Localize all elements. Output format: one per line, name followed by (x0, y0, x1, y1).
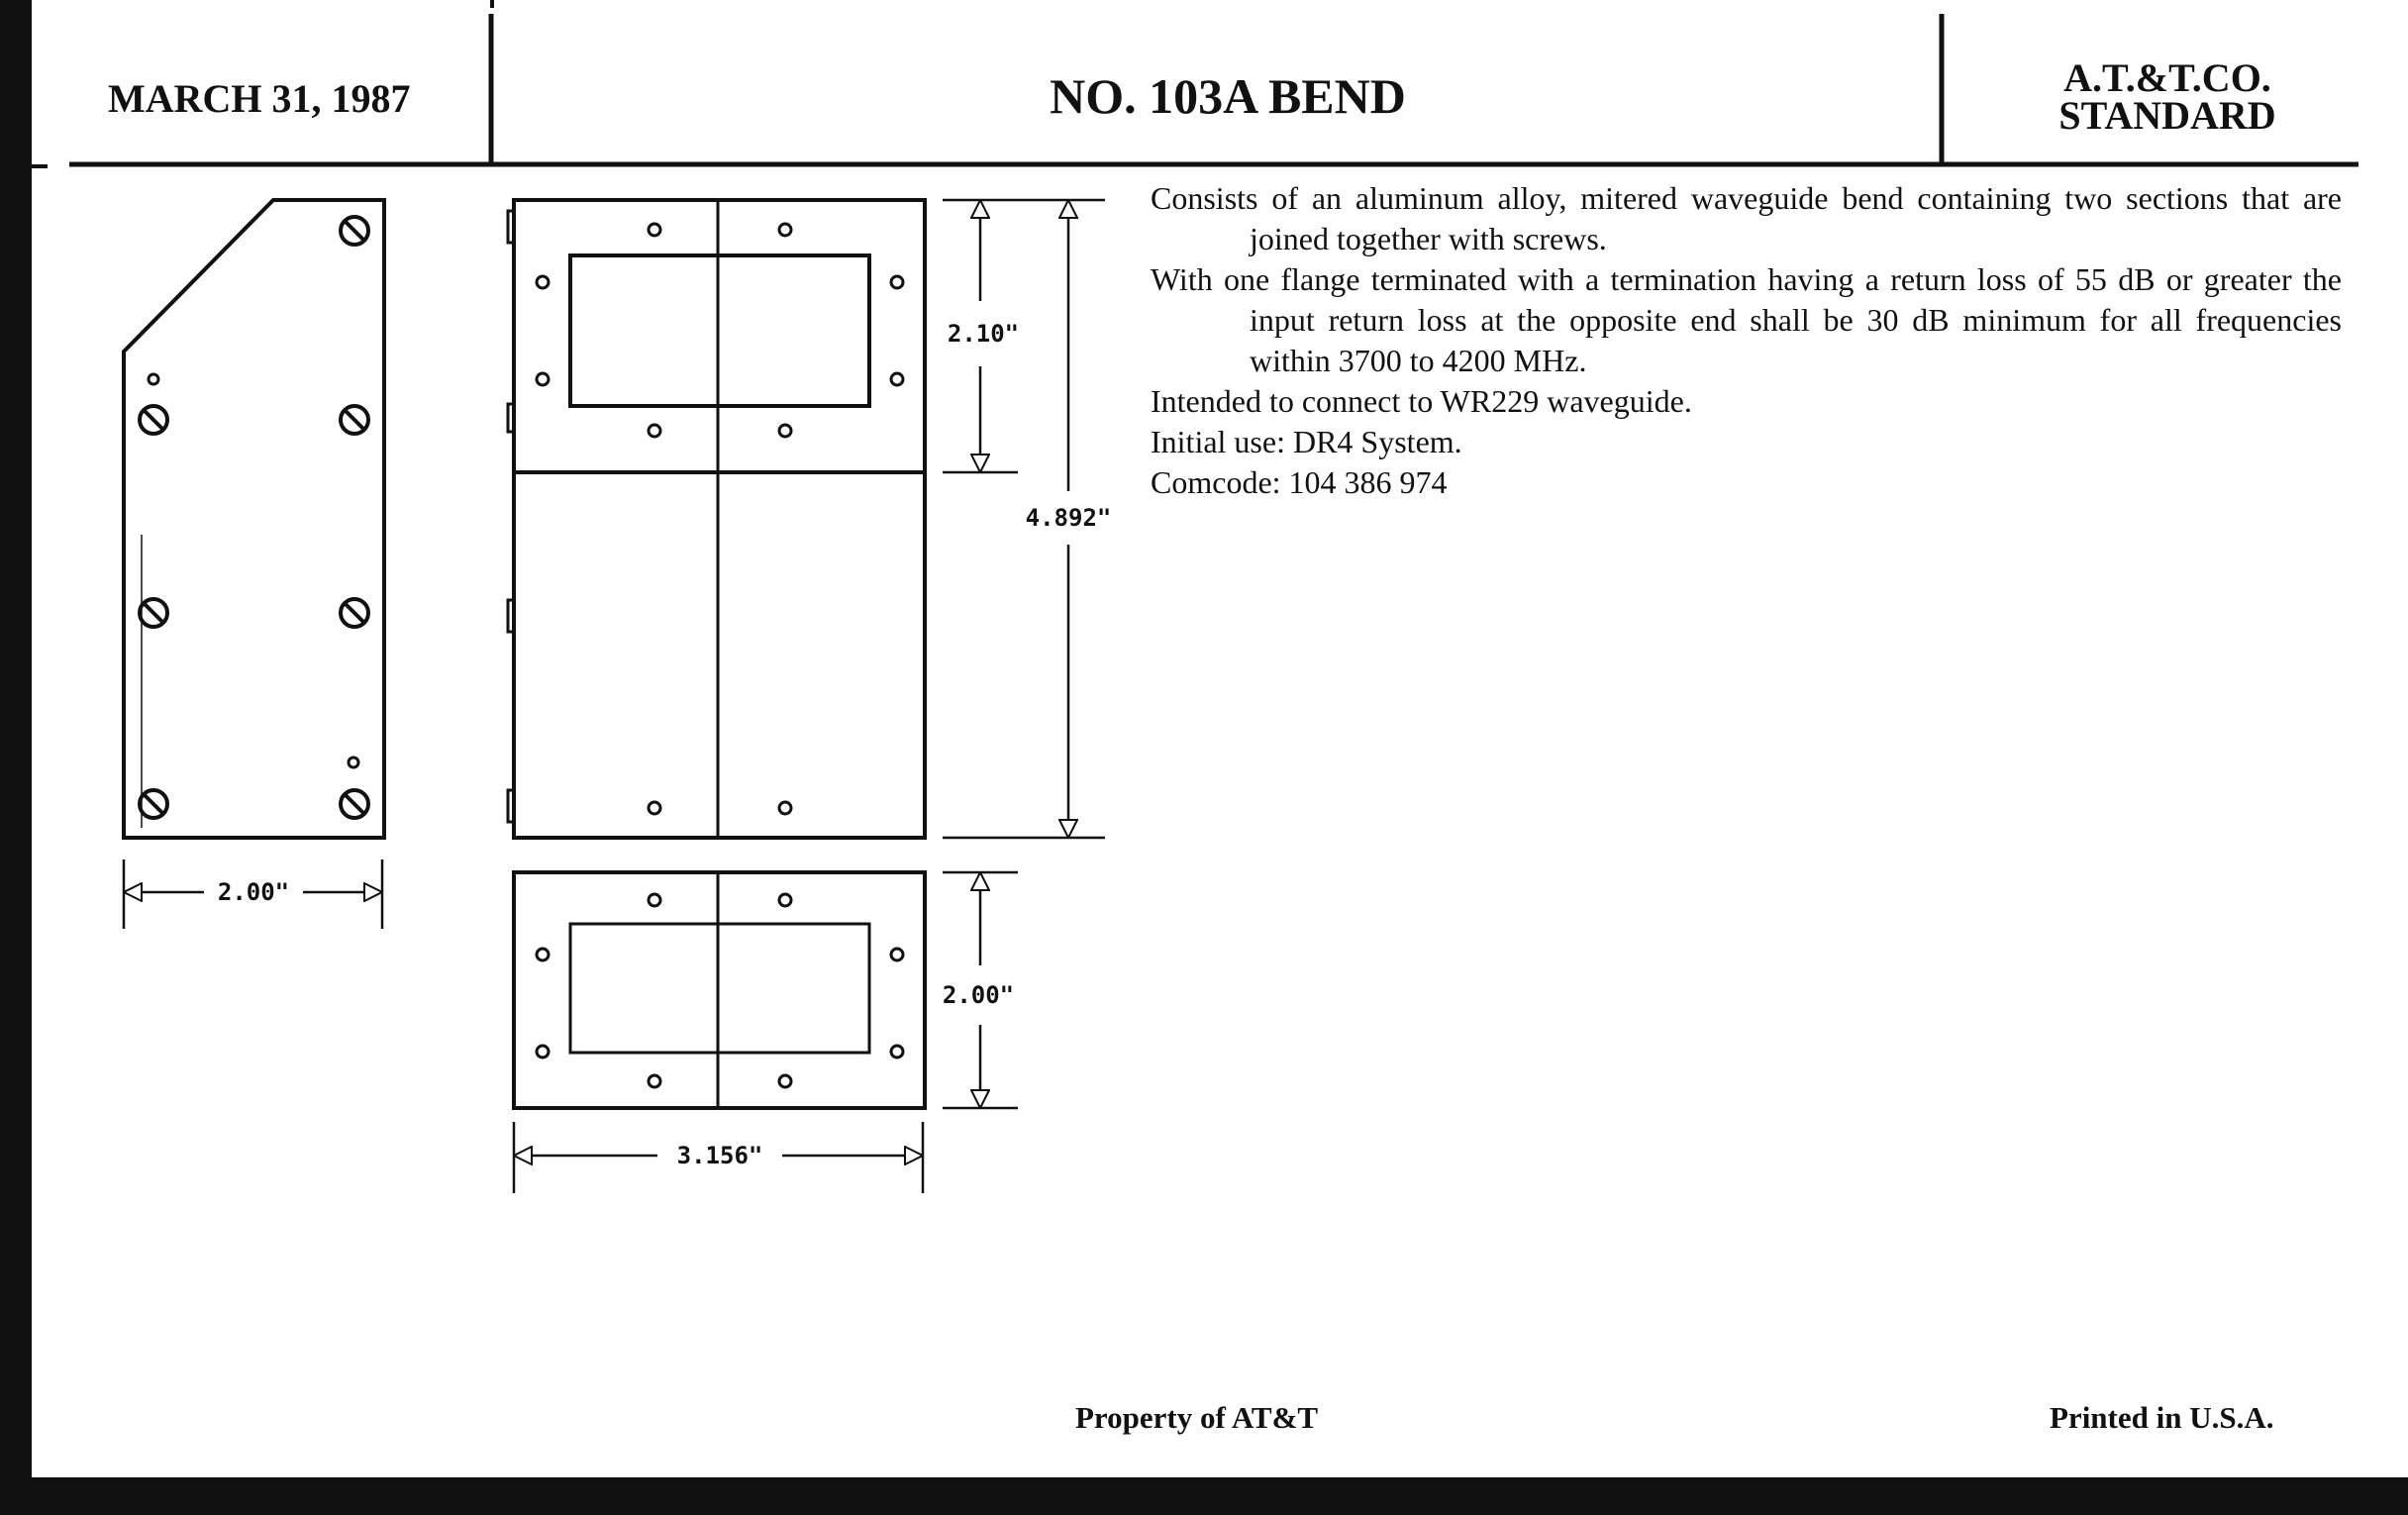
bolt-hole-icon (891, 373, 903, 385)
description-paragraph-2: With one flange terminated with a termination having a return loss of 55 dB or greater the input return loss at the opposite end shall be 30 dB minimum for all frequencies within 3700 to 4200 MHz. (1151, 261, 2342, 378)
bolt-hole-icon (779, 802, 791, 814)
screw-icon (341, 790, 368, 818)
bolt-hole-icon (649, 1075, 660, 1087)
bolt-hole-icon (779, 1075, 791, 1087)
header-rules (30, 0, 2358, 166)
bolt-hole-icon (891, 276, 903, 288)
screw-icon (341, 599, 368, 627)
bolt-hole-icon (779, 894, 791, 906)
dimension-end-width: 3.156" (676, 1142, 763, 1169)
screw-icon (140, 599, 167, 627)
bolt-hole-icon (649, 802, 660, 814)
screw-icon (341, 217, 368, 245)
bolt-hole-icon (779, 425, 791, 437)
dimension-flange-height: 2.10" (947, 320, 1020, 348)
front-view (508, 200, 1105, 838)
description-paragraph-1: Consists of an aluminum alloy, mitered waveguide bend containing two sections that are joined together with screws. (1151, 180, 2342, 256)
bolt-hole-icon (779, 224, 791, 236)
footer-printed: Printed in U.S.A. (2050, 1400, 2274, 1435)
description-paragraph-4: Initial use: DR4 System. (1151, 424, 1462, 459)
screw-icon (140, 406, 167, 434)
footer-property: Property of AT&T (1075, 1400, 1319, 1435)
rivet-hole-icon (349, 758, 358, 767)
bolt-hole-icon (891, 1046, 903, 1058)
description-paragraph-3: Intended to connect to WR229 waveguide. (1151, 383, 1692, 419)
bolt-hole-icon (537, 1046, 549, 1058)
page-title: NO. 103A BEND (1050, 68, 1406, 124)
dimension-end-height: 2.00" (942, 981, 1015, 1009)
bolt-hole-icon (537, 949, 549, 960)
rivet-hole-icon (149, 374, 158, 384)
bolt-hole-icon (537, 373, 549, 385)
bolt-hole-icon (649, 894, 660, 906)
standard-line-1: A.T.&T.CO. (2063, 55, 2271, 100)
issue-date: MARCH 31, 1987 (108, 76, 411, 121)
side-view (124, 200, 384, 929)
standard-line-2: STANDARD (2058, 93, 2276, 138)
dimension-overall-height: 4.892" (1025, 504, 1112, 532)
bolt-hole-icon (891, 949, 903, 960)
description-paragraph-5: Comcode: 104 386 974 (1151, 464, 1448, 500)
bolt-hole-icon (537, 276, 549, 288)
bolt-hole-icon (649, 224, 660, 236)
bolt-hole-icon (649, 425, 660, 437)
end-view (514, 872, 1018, 1193)
screw-icon (341, 406, 368, 434)
screw-icon (140, 790, 167, 818)
dimension-side-width: 2.00" (217, 878, 290, 906)
